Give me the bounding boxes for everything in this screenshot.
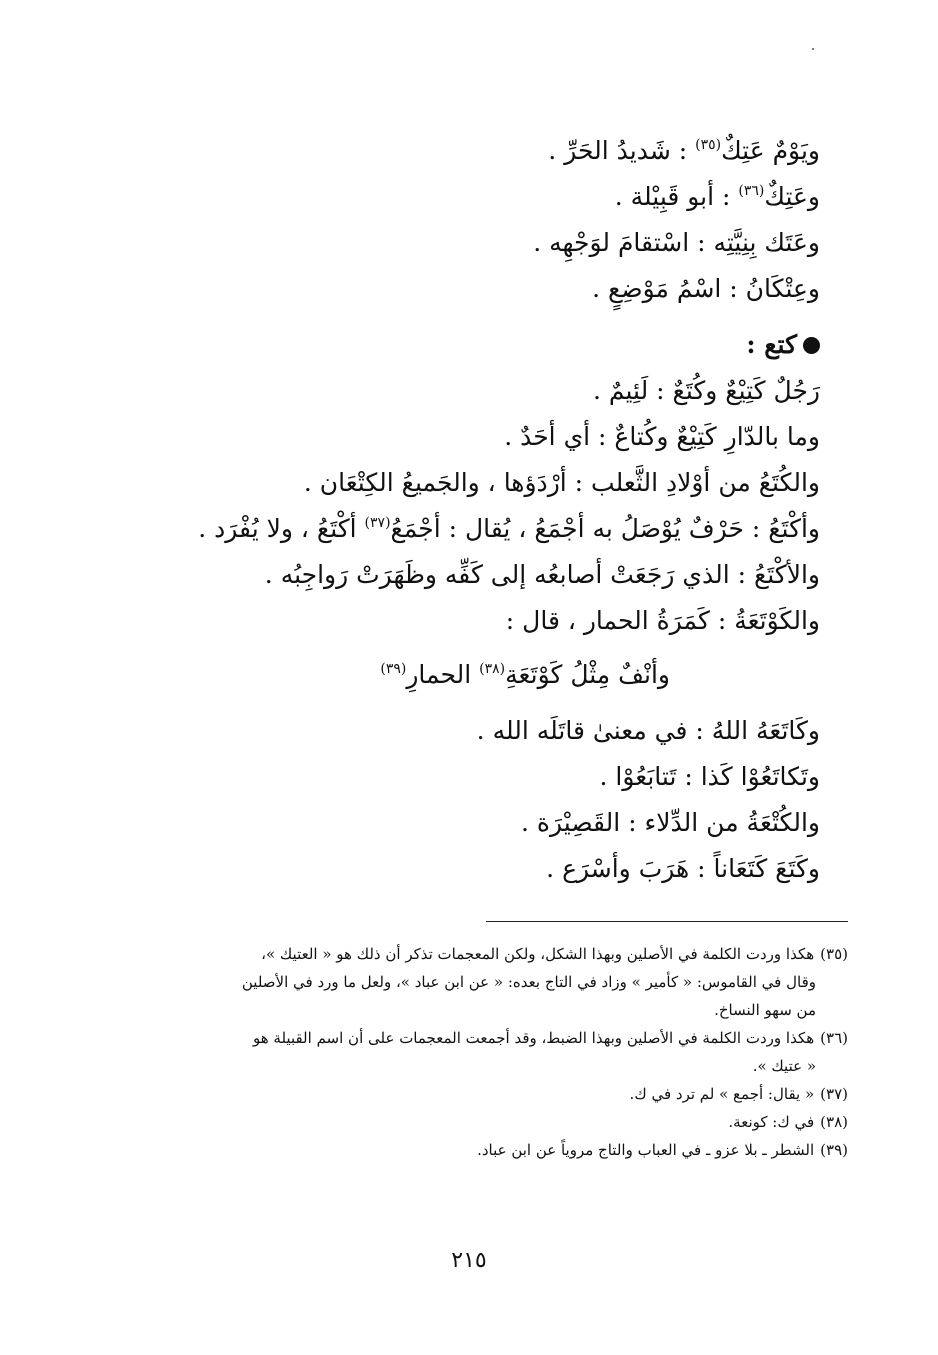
footnote-text: « عتيك ». — [752, 1057, 816, 1075]
dictionary-entries — [120, 128, 820, 892]
footnote — [108, 1024, 848, 1052]
footnote-number: (٣٦) — [820, 1029, 848, 1047]
entry-text: والكَوْتَعَةُ : كَمَرَةُ الحمار ، قال : — [505, 606, 820, 635]
footnote-ref: (٣٨) — [479, 661, 506, 677]
entry-line — [120, 552, 820, 598]
footnote-number: (٣٥) — [820, 945, 848, 963]
footnote-text: وقال في القاموس: « كأمير » وزاد في التاج بعده: « عن ابن عباد »، ولعل ما ورد في الأصلين — [241, 973, 816, 991]
entry-text: ويَوْمٌ عَتِكٌ — [721, 136, 820, 165]
footnote-text: « يقال: أجمع » لم ترد في ك. — [629, 1085, 815, 1103]
footnote-number: (٣٧) — [820, 1085, 848, 1103]
entry-text-cont: أكْتَعُ ، ولا يُفْرَد . — [198, 514, 365, 543]
entry-text: وما بالدّارِ كَتِيْعٌ وكُتاعٌ : أي أحَدٌ . — [504, 422, 820, 451]
footnote — [108, 940, 848, 968]
entry-text: وكَتَعَ كَتَعَاناً : هَرَبَ وأسْرَع . — [546, 854, 820, 883]
footnote — [108, 1108, 848, 1136]
entry-line — [120, 754, 820, 800]
entry-line — [120, 266, 820, 312]
page-number: ٢١٥ — [451, 1248, 487, 1273]
footnote-ref: (٣٥) — [695, 137, 722, 153]
entry-text: وعِتْكَانُ : اسْمُ مَوْضِعٍ . — [592, 274, 820, 303]
entry-text: وعَتَك بِنِيَّتِه : اسْتقامَ لوَجْهِه . — [533, 228, 820, 257]
entry-line — [120, 460, 820, 506]
entry-line — [120, 598, 820, 644]
entry-line — [120, 174, 820, 220]
entry-text: والأكْتَعُ : الذي رَجَعَتْ أصابعُه إلى كَفِّه وظَهَرَتْ رَواجِبُه . — [264, 560, 820, 589]
entry-text: وأكْتَعُ : حَرْفٌ يُوْصَلُ به أجْمَعُ ، يُقال : أجْمَعُ — [390, 514, 820, 543]
footnote-divider — [486, 921, 848, 922]
root-heading-text: كتع : — [746, 330, 797, 359]
footnote-text: هكذا وردت الكلمة في الأصلين وبهذا الضبط، وقد أجمعت المعجمات على أن اسم القبيلة هو — [252, 1029, 815, 1047]
footnote-number: (٣٩) — [820, 1141, 848, 1159]
entry-text: وتَكاتَعُوْا كَذا : تَتابَعُوْا . — [599, 762, 820, 791]
root-heading — [120, 322, 820, 368]
entry-text: والكُتْعَةُ من الدِّلاء : القَصِيْرَة . — [521, 808, 820, 837]
entry-line — [120, 506, 820, 552]
entry-line — [120, 846, 820, 892]
entries-top-block — [120, 128, 820, 312]
entry-line — [120, 128, 820, 174]
entry-line — [120, 708, 820, 754]
bullet-icon — [803, 337, 820, 354]
entry-text-cont: : شَديدُ الحَرِّ . — [548, 136, 696, 165]
footnote-ref: (٣٦) — [738, 183, 765, 199]
footnote — [108, 1136, 848, 1164]
entry-line — [120, 800, 820, 846]
footnote-continuation — [108, 1052, 848, 1080]
footnote-continuation — [108, 968, 848, 996]
entries-main-block — [120, 368, 820, 644]
footnote — [108, 1080, 848, 1108]
footnote-text: من سهو النساخ. — [714, 1001, 816, 1019]
footnotes — [108, 940, 848, 1164]
entry-line — [120, 368, 820, 414]
footnote-number: (٣٨) — [820, 1113, 848, 1131]
footnote-ref: (٣٧) — [364, 515, 391, 531]
entry-line — [120, 220, 820, 266]
footnote-continuation — [108, 996, 848, 1024]
footnote-text: هكذا وردت الكلمة في الأصلين وبهذا الشكل، ولكن المعجمات تذكر أن ذلك هو « العتيك »، — [261, 945, 815, 963]
entry-text: رَجُلٌ كَتِيْعٌ وكُتَعٌ : لَئِيمٌ . — [592, 376, 820, 405]
entry-text: وكَاتَعَهُ اللهُ : في معنىٰ قاتَلَه الله . — [476, 716, 820, 745]
footnote-text: الشطر ـ بلا عزو ـ في العباب والتاج مروياً عن ابن عباد. — [477, 1141, 815, 1159]
footnote-text: في ك: كونعة. — [728, 1113, 815, 1131]
scan-speck — [812, 48, 814, 50]
entry-text: وعَتِكٌ — [764, 182, 820, 211]
entry-line — [120, 414, 820, 460]
footnote-ref: (٣٩) — [380, 661, 407, 677]
verse-part1: وأنْفٌ مِثْلُ كَوْتَعَةِ — [505, 660, 670, 689]
entries-bottom-block — [120, 708, 820, 892]
entry-text: والكُتَعُ من أوْلادِ الثَّعلب : أرْدَؤها ، والجَميعُ الكِتْعَان . — [303, 468, 820, 497]
verse-part2: الحمارِ — [406, 660, 480, 689]
entry-text-cont: : أبو قَبِيْلة . — [614, 182, 739, 211]
verse-line — [120, 644, 820, 708]
